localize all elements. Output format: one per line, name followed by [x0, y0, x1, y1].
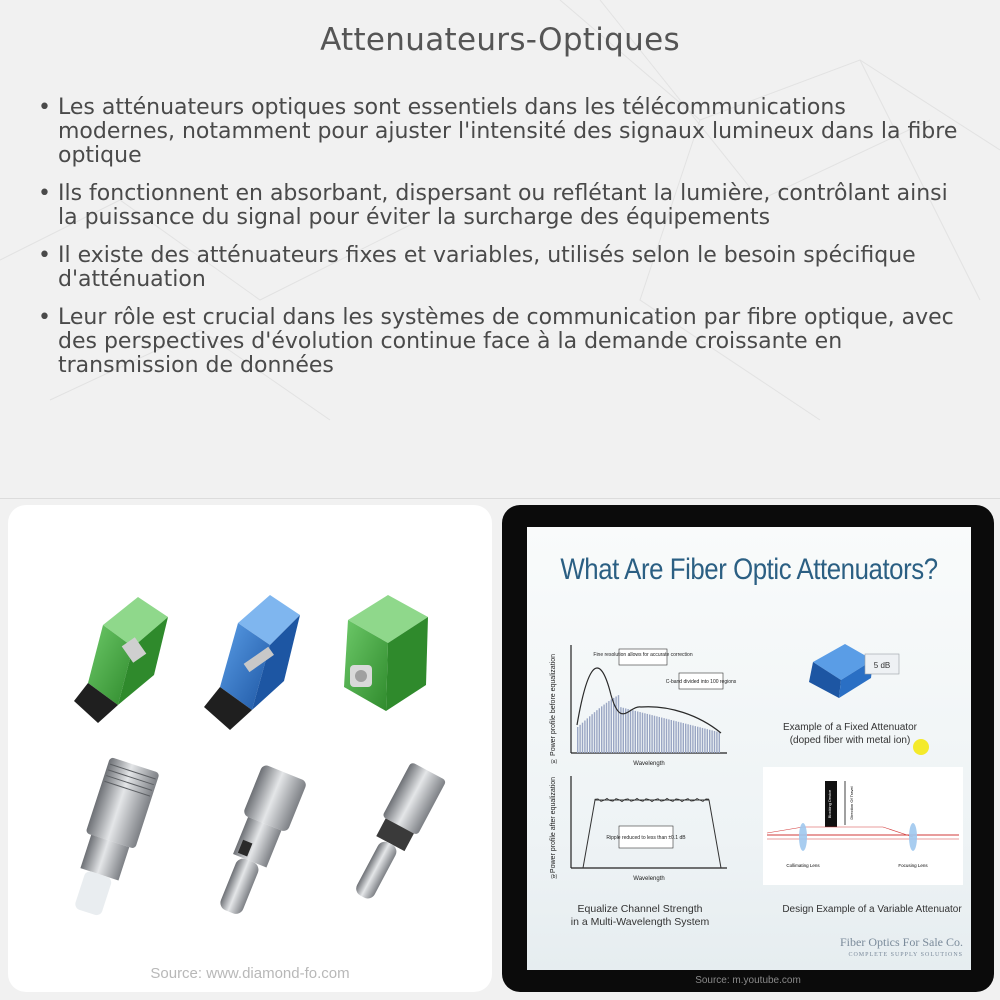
bullet-item: • Leur rôle est crucial dans les systèmes de communication par fibre optique, avec des perspectives d'évolution continue face à la demande croissante en transmission de données [38, 306, 968, 378]
spectrum-bar [613, 698, 614, 753]
collimating-label: Collimating Lens [786, 863, 820, 868]
spectrum-bar [695, 726, 696, 753]
spectrum-bar [582, 723, 583, 753]
fixed-attenuator-caption [775, 721, 925, 747]
chart-bottom-xlabel: Wavelength [633, 876, 665, 882]
spectrum-bar [627, 709, 628, 753]
attenuator-products-image [8, 505, 492, 992]
image-source-credit: Source: www.diamond-fo.com [150, 965, 350, 982]
spectrum-bar [716, 732, 717, 753]
spectrum-bar [591, 714, 592, 753]
spectrum-bar [668, 719, 669, 753]
silver-st-attenuator [207, 764, 308, 921]
spectrum-bar [579, 725, 580, 753]
spectrum-bar [714, 731, 715, 753]
slide-title: What Are Fiber Optic Attenuators? [560, 553, 938, 586]
spectrum-bar [596, 710, 597, 753]
spectrum-bar [599, 708, 600, 753]
spectrum-bar [647, 714, 648, 753]
variable-attenuator-caption: Design Example of a Variable Attenuator [782, 904, 962, 915]
chart-top-note2: C-band divided into 100 regions [665, 679, 737, 685]
spectrum-bar [644, 713, 645, 753]
highlight-dot [911, 737, 931, 757]
spectrum-bar [642, 713, 643, 753]
spectrum-bar [709, 730, 710, 753]
spectrum-bar [671, 720, 672, 753]
bar-group [577, 695, 720, 753]
variable-attenuator-diagram [763, 767, 963, 887]
fixed-attenuator-photo [795, 632, 915, 707]
spectrum-bar [659, 717, 660, 753]
spectrum-bar [611, 699, 612, 753]
brand-name: Fiber Optics For Sale Co. [840, 935, 963, 949]
spectrum-bar [639, 712, 640, 753]
spectrum-bar [690, 725, 691, 753]
spectrum-bar [680, 722, 681, 753]
spectrum-bar [704, 729, 705, 753]
spectrum-bar [651, 715, 652, 753]
spectrum-bar [697, 727, 698, 753]
spectrum-bar [699, 727, 700, 753]
spectrum-bar [589, 716, 590, 753]
spectrum-bar [608, 701, 609, 753]
spectrum-bar [623, 708, 624, 753]
spectrum-bar [678, 722, 679, 753]
equalize-caption [565, 903, 715, 929]
image-source-credit: Source: m.youtube.com [695, 975, 801, 986]
brand-tagline: COMPLETE SUPPLY SOLUTIONS [848, 952, 963, 958]
fixed-caption-line1: Example of a Fixed Attenuator [783, 722, 917, 733]
bullet-item: • Les atténuateurs optiques sont essentiels dans les télécommunications modernes, notamment pour ajuster l'intensité des signaux lumineux dans la fibre optique [38, 96, 968, 168]
spectrum-bar [577, 727, 578, 753]
spectrum-bar [702, 728, 703, 753]
spectrum-bar [632, 710, 633, 753]
chart-top-ylabel: Power profile before equalization [550, 654, 557, 756]
spectrum-bar [656, 716, 657, 753]
spectrum-bar [637, 711, 638, 753]
spectrum-bar [675, 721, 676, 753]
attenuator-products-illustration [8, 505, 492, 965]
blocking-label: Blocking Device [827, 789, 832, 819]
spectrum-bar [654, 716, 655, 753]
chart-top-xlabel: Wavelength [633, 761, 665, 767]
spectrum-bar [711, 730, 712, 753]
spectrum-bar [630, 710, 631, 753]
spectrum-bar [719, 732, 720, 753]
spectrum-bar [587, 718, 588, 753]
spectrum-bar [601, 706, 602, 753]
spectrum-bar [606, 703, 607, 753]
silver-st-plug [345, 762, 447, 906]
blue-plug-attenuator [204, 595, 300, 730]
fixed-attenuator-label: 5 dB [873, 661, 891, 670]
chart-bottom-note: Ripple reduced to less than ±0.1 dB [606, 835, 686, 841]
spectrum-bar [649, 715, 650, 753]
chart-bottom-tag: (b) [551, 874, 558, 880]
section-divider [0, 498, 1000, 499]
spectrum-bar [692, 725, 693, 753]
chart-bottom-ylabel: Power profile after equalization [550, 776, 557, 874]
bullet-item: • Ils fonctionnent en absorbant, dispersant ou reflétant la lumière, contrôlant ainsi la puissance du signal pour éviter la surcharge des équipements [38, 182, 968, 230]
chart-top-tag: (a) [551, 759, 558, 765]
power-profile-after-chart [549, 770, 749, 885]
fixed-caption-line2: (doped fiber with metal ion) [789, 735, 911, 746]
spectrum-bar [635, 711, 636, 753]
spectrum-bar [663, 718, 664, 753]
spectrum-bar [661, 718, 662, 753]
fiber-optic-slide-image [502, 505, 994, 992]
silver-fc-attenuator [62, 757, 159, 920]
bullet-item: • Il existe des atténuateurs fixes et variables, utilisés selon le besoin spécifique d'atténuation [38, 244, 968, 292]
spectrum-bar [625, 708, 626, 753]
brand-logo [840, 936, 963, 962]
spectrum-bar [685, 724, 686, 753]
spectrum-bar [666, 719, 667, 753]
direction-label: Direction Of Travel [849, 786, 854, 820]
green-adapter-attenuator [344, 595, 428, 711]
spectrum-bar [687, 724, 688, 753]
focusing-label: Focusing Lens [898, 863, 928, 868]
spectrum-bar [707, 729, 708, 753]
bullet-list [38, 96, 968, 392]
spectrum-bar [615, 696, 616, 753]
spectrum-bar [594, 712, 595, 753]
equalize-line2: in a Multi-Wavelength System [570, 916, 710, 928]
chart-top-note1: Fine resolution allows for accurate correction [593, 652, 693, 658]
equalize-line1: Equalize Channel Strength [577, 903, 703, 915]
spectrum-bar [603, 705, 604, 753]
green-plug-attenuator [74, 597, 168, 723]
slide [527, 527, 971, 970]
power-profile-before-chart [549, 635, 749, 770]
spectrum-bar [618, 695, 619, 753]
page-title: Attenuateurs-Optiques [320, 22, 680, 58]
spectrum-bar [584, 721, 585, 753]
spectrum-bar [673, 721, 674, 753]
spectrum-bar [683, 723, 684, 753]
